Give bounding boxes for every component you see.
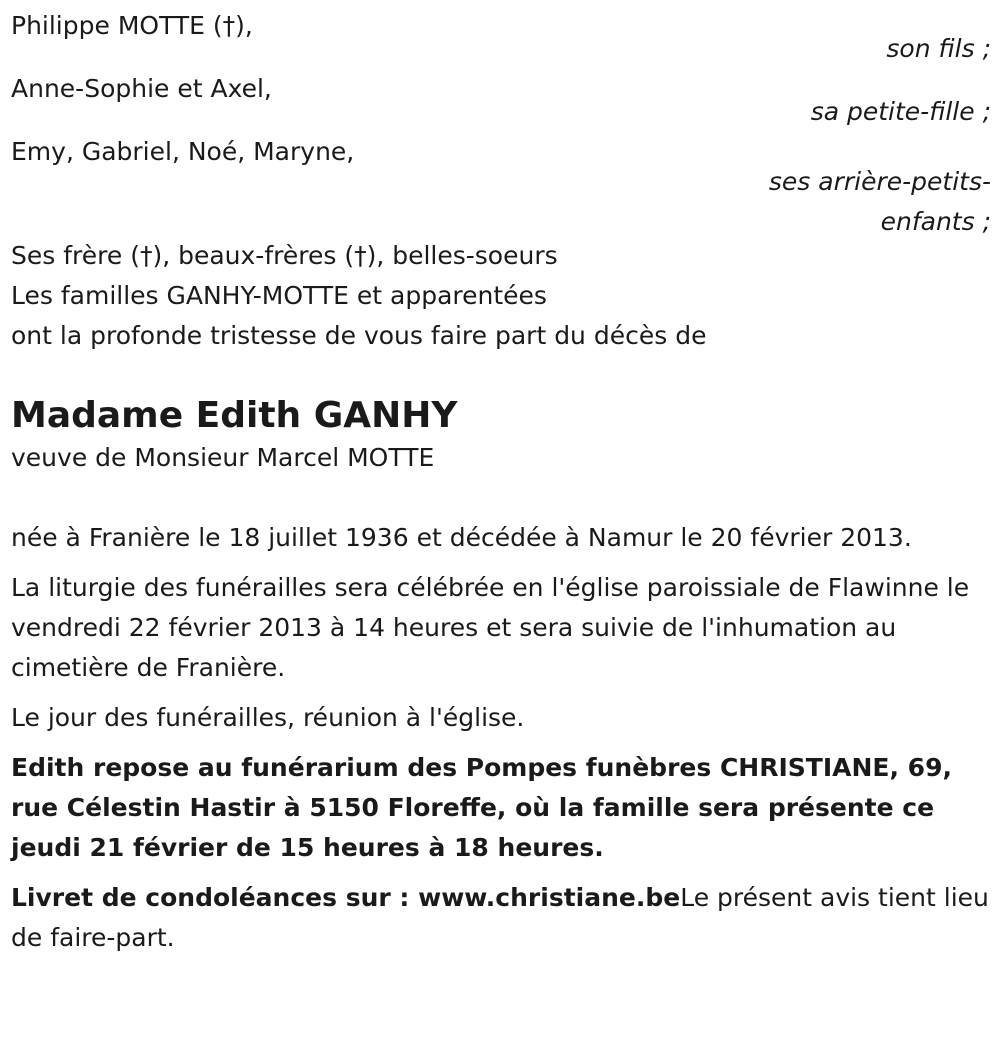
announcement-text: ont la profonde tristesse de vous faire part du décès de: [11, 321, 707, 350]
condolences-link[interactable]: Livret de condoléances sur : www.christiane.be: [11, 883, 681, 912]
family-member-name: Anne-Sophie et Axel,: [11, 74, 272, 103]
reunion-text: Le jour des funérailles, réunion à l'église.: [11, 703, 525, 732]
family-member-role: son fils ;: [886, 34, 991, 63]
family-member-role: ses arrière-petits-enfants ;: [768, 167, 991, 236]
liturgy-text: La liturgie des funérailles sera célébrée en l'église paroissiale de Flawinne le vendredi 22 février 2013 à 14 heures et sera suivie de l'inhumation au cimetière de Franière.: [11, 573, 970, 682]
birth-death-text: née à Franière le 18 juillet 1936 et décédée à Namur le 20 février 2013.: [11, 523, 912, 552]
family-member-name: Philippe MOTTE (†),: [11, 11, 253, 40]
relatives-line: Ses frère (†), beaux-frères (†), belles-soeurs: [11, 241, 558, 270]
repose-text: Edith repose au funérarium des Pompes funèbres CHRISTIANE, 69, rue Célestin Hastir à 5150 Floreffe, où la famille sera présente ce jeudi 21 février de 15 heures à 18 heures.: [11, 753, 952, 862]
relatives-line: Les familles GANHY-MOTTE et apparentées: [11, 281, 547, 310]
obituary-notice: [11, 0, 991, 958]
family-member: [11, 126, 991, 236]
condolences-paragraph: [11, 878, 991, 958]
family-member-role: sa petite-fille ;: [810, 97, 991, 126]
family-list: [11, 0, 991, 236]
family-member: [11, 0, 991, 63]
closing-text: Le présent avis tient lieu de faire-part.: [11, 883, 989, 952]
family-member: [11, 63, 991, 126]
family-member-name: Emy, Gabriel, Noé, Maryne,: [11, 137, 355, 166]
widow-of-text: veuve de Monsieur Marcel MOTTE: [11, 443, 435, 472]
relatives: [11, 236, 991, 316]
deceased-name: Madame Edith GANHY: [11, 395, 458, 436]
